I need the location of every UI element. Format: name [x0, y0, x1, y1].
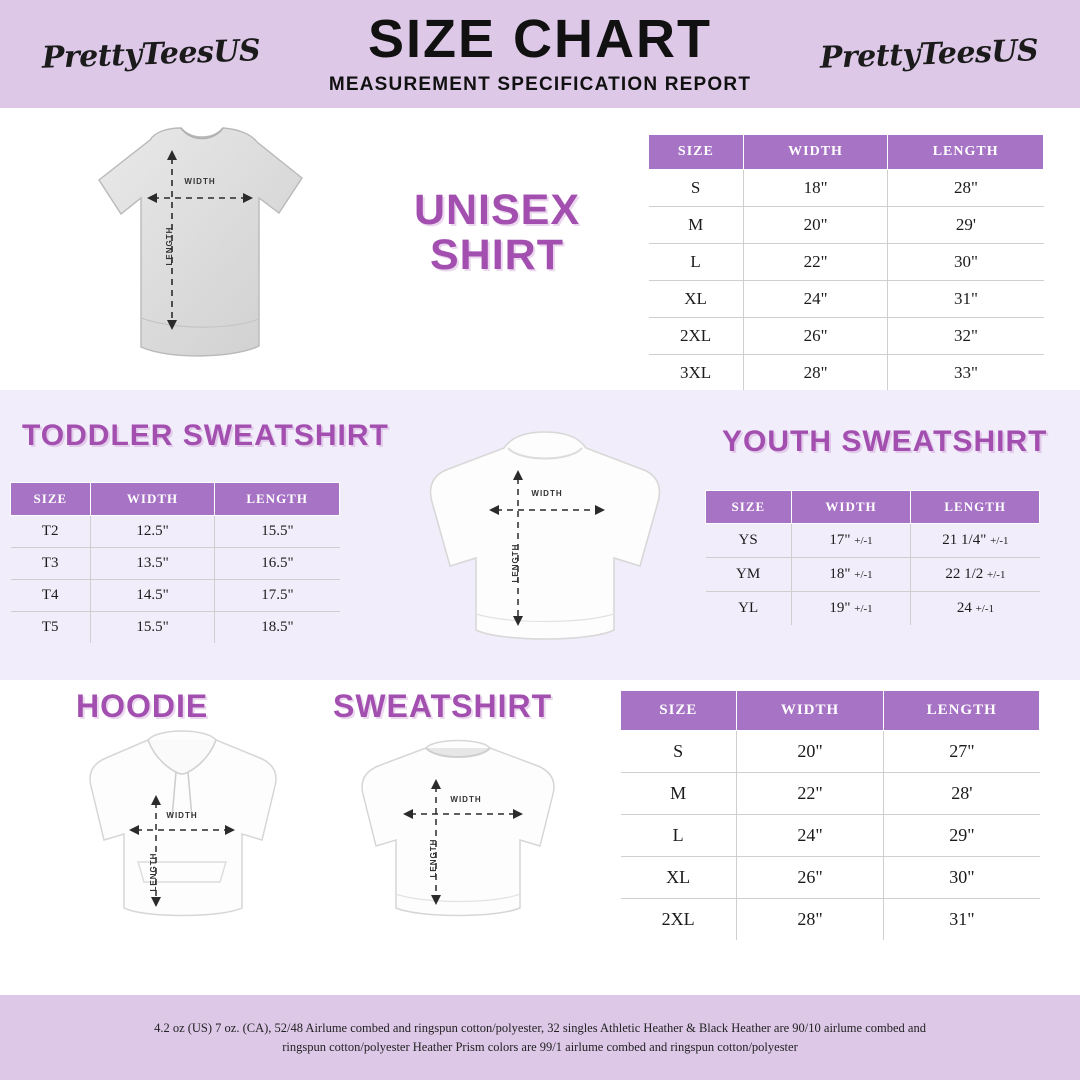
cell-width-tolerance: +/-1: [854, 535, 873, 547]
cell-length: [911, 592, 1040, 626]
table-header-row: [11, 483, 340, 516]
table-header-row: [706, 491, 1040, 524]
hoodie-illustration: [72, 722, 292, 937]
table-row: [649, 207, 1044, 244]
cell-length: 27": [884, 731, 1040, 773]
unisex-tshirt-illustration: [55, 118, 335, 373]
table-row: [621, 773, 1040, 815]
table-row: [649, 355, 1044, 392]
cell-length: 32": [888, 318, 1044, 355]
table-row: [621, 899, 1040, 941]
cell-width-value: 19": [829, 600, 851, 616]
cell-size: XL: [649, 281, 744, 318]
cell-size: L: [649, 244, 744, 281]
cell-length: 31": [888, 281, 1044, 318]
unisex-size-table: [648, 134, 1044, 391]
table-row: [11, 548, 340, 580]
cell-size: XL: [621, 857, 737, 899]
cell-size: T5: [11, 612, 91, 644]
cell-width: 22": [736, 773, 884, 815]
table-row: [649, 244, 1044, 281]
table-row: [649, 318, 1044, 355]
header-center: [276, 9, 804, 96]
cell-length: 30": [888, 244, 1044, 281]
cell-length: [911, 524, 1040, 558]
table-row: [621, 731, 1040, 773]
cell-length: 18.5": [261, 619, 294, 635]
table-row: [706, 592, 1040, 626]
cell-length-tolerance: +/-1: [987, 569, 1006, 581]
cell-width: 12.5": [90, 516, 215, 548]
cell-length: 29": [884, 815, 1040, 857]
heading-unisex-line2: SHIRT: [430, 231, 564, 280]
cell-size: M: [621, 773, 737, 815]
section-unisex-shirt: [0, 108, 1080, 390]
section-toddler-youth: [0, 390, 1080, 680]
column-header-length: LENGTH: [888, 135, 1044, 170]
cell-width: 24": [743, 281, 888, 318]
column-header-size: SIZE: [11, 483, 91, 516]
column-header-length: LENGTH: [884, 691, 1040, 731]
cell-width: 26": [736, 857, 884, 899]
cell-size: YL: [706, 592, 792, 626]
svg-text:WIDTH: WIDTH: [531, 489, 563, 498]
cell-width: 13.5": [90, 548, 215, 580]
table-row: [649, 170, 1044, 207]
table-row: [649, 281, 1044, 318]
cell-width: 22": [743, 244, 888, 281]
brand-logo-right: PrettyTeesUS: [819, 32, 1039, 76]
table-row: [11, 580, 340, 612]
cell-size: M: [649, 207, 744, 244]
column-header-width: WIDTH: [791, 491, 911, 524]
cell-size: 2XL: [649, 318, 744, 355]
heading-hoodie: HOODIE: [76, 688, 209, 724]
cell-length: 28": [888, 170, 1044, 207]
page-header: [0, 0, 1080, 108]
column-header-width: WIDTH: [743, 135, 888, 170]
cell-size: 2XL: [621, 899, 737, 941]
hoodie-sweatshirt-size-table: [620, 690, 1040, 940]
column-header-size: SIZE: [706, 491, 792, 524]
table-row: [621, 857, 1040, 899]
cell-width-value: 17": [829, 532, 851, 548]
cell-size: T3: [11, 548, 91, 580]
heading-sweatshirt: SWEATSHIRT: [333, 688, 553, 724]
footer-line-1: 4.2 oz (US) 7 oz. (CA), 52/48 Airlume combed and ringspun cotton/polyester, 32 singles Athletic Heather & Black Heather are 90/10 airlume combed and: [154, 1020, 926, 1035]
toddler-size-table: [10, 482, 340, 643]
youth-size-table: [705, 490, 1040, 625]
sweatshirt-illustration: [400, 418, 690, 668]
page-footer: [0, 995, 1080, 1080]
column-header-size: SIZE: [621, 691, 737, 731]
cell-width: [791, 592, 911, 626]
table-row: [706, 524, 1040, 558]
heading-unisex-shirt: [372, 188, 622, 278]
heading-toddler-sweatshirt: TODDLER SWEATSHIRT: [22, 419, 389, 452]
cell-width-value: 18": [829, 566, 851, 582]
cell-length: 15.5": [215, 516, 340, 548]
footer-line-2: ringspun cotton/polyester Heather Prism colors are 99/1 airlume combed and ringspun cotton/polyester: [282, 1039, 798, 1054]
cell-size: L: [621, 815, 737, 857]
cell-width: 20": [743, 207, 888, 244]
cell-size: 3XL: [649, 355, 744, 392]
cell-size: T2: [11, 516, 91, 548]
heading-unisex-line1: UNISEX: [413, 186, 581, 234]
cell-width: 28": [736, 899, 884, 941]
cell-size: S: [621, 731, 737, 773]
svg-text:LENGTH: LENGTH: [429, 838, 438, 878]
cell-length: 33": [953, 363, 978, 382]
cell-width: 15.5": [90, 612, 215, 644]
cell-width: 24": [736, 815, 884, 857]
cell-width: 14.5": [90, 580, 215, 612]
page-title: SIZE CHART: [368, 9, 712, 69]
column-header-length: LENGTH: [911, 491, 1040, 524]
cell-length: 16.5": [215, 548, 340, 580]
heading-youth-sweatshirt: YOUTH SWEATSHIRT: [722, 425, 1048, 458]
table-row: [706, 558, 1040, 592]
crewneck-sweatshirt-illustration: [338, 728, 578, 938]
svg-text:LENGTH: LENGTH: [511, 543, 520, 583]
cell-length-value: 24: [956, 600, 972, 616]
cell-width: [791, 524, 911, 558]
brand-logo-left: PrettyTeesUS: [41, 32, 261, 76]
column-header-width: WIDTH: [90, 483, 215, 516]
table-header-row: [649, 135, 1044, 170]
cell-length: 17.5": [215, 580, 340, 612]
cell-length: 31": [949, 909, 975, 929]
svg-text:WIDTH: WIDTH: [450, 795, 482, 804]
cell-length-value: 22 1/2: [945, 566, 984, 582]
column-header-length: LENGTH: [215, 483, 340, 516]
cell-length: 30": [884, 857, 1040, 899]
cell-width: [791, 558, 911, 592]
section-hoodie-sweatshirt: [0, 680, 1080, 995]
svg-text:WIDTH: WIDTH: [184, 177, 216, 186]
cell-width: 18": [743, 170, 888, 207]
column-header-width: WIDTH: [736, 691, 884, 731]
cell-width: 26": [743, 318, 888, 355]
cell-size: S: [649, 170, 744, 207]
svg-text:LENGTH: LENGTH: [149, 852, 158, 892]
table-row: [11, 516, 340, 548]
cell-length: 28': [884, 773, 1040, 815]
cell-length-tolerance: +/-1: [975, 603, 995, 615]
table-header-row: [621, 691, 1040, 731]
page-subtitle: MEASUREMENT SPECIFICATION REPORT: [328, 74, 752, 95]
cell-width: 20": [736, 731, 884, 773]
cell-width: 28": [743, 355, 888, 392]
table-row: [621, 815, 1040, 857]
cell-size: YS: [706, 524, 792, 558]
cell-length-tolerance: +/-1: [990, 535, 1009, 547]
cell-length: 29': [888, 207, 1044, 244]
svg-text:WIDTH: WIDTH: [166, 811, 198, 820]
cell-width-tolerance: +/-1: [854, 569, 873, 581]
cell-length-value: 21 1/4": [942, 532, 987, 548]
cell-width-tolerance: +/-1: [854, 603, 873, 615]
cell-length: [911, 558, 1040, 592]
svg-text:LENGTH: LENGTH: [165, 226, 174, 266]
cell-size: YM: [706, 558, 792, 592]
cell-size: T4: [11, 580, 91, 612]
table-row: [11, 612, 340, 644]
column-header-size: SIZE: [649, 135, 744, 170]
